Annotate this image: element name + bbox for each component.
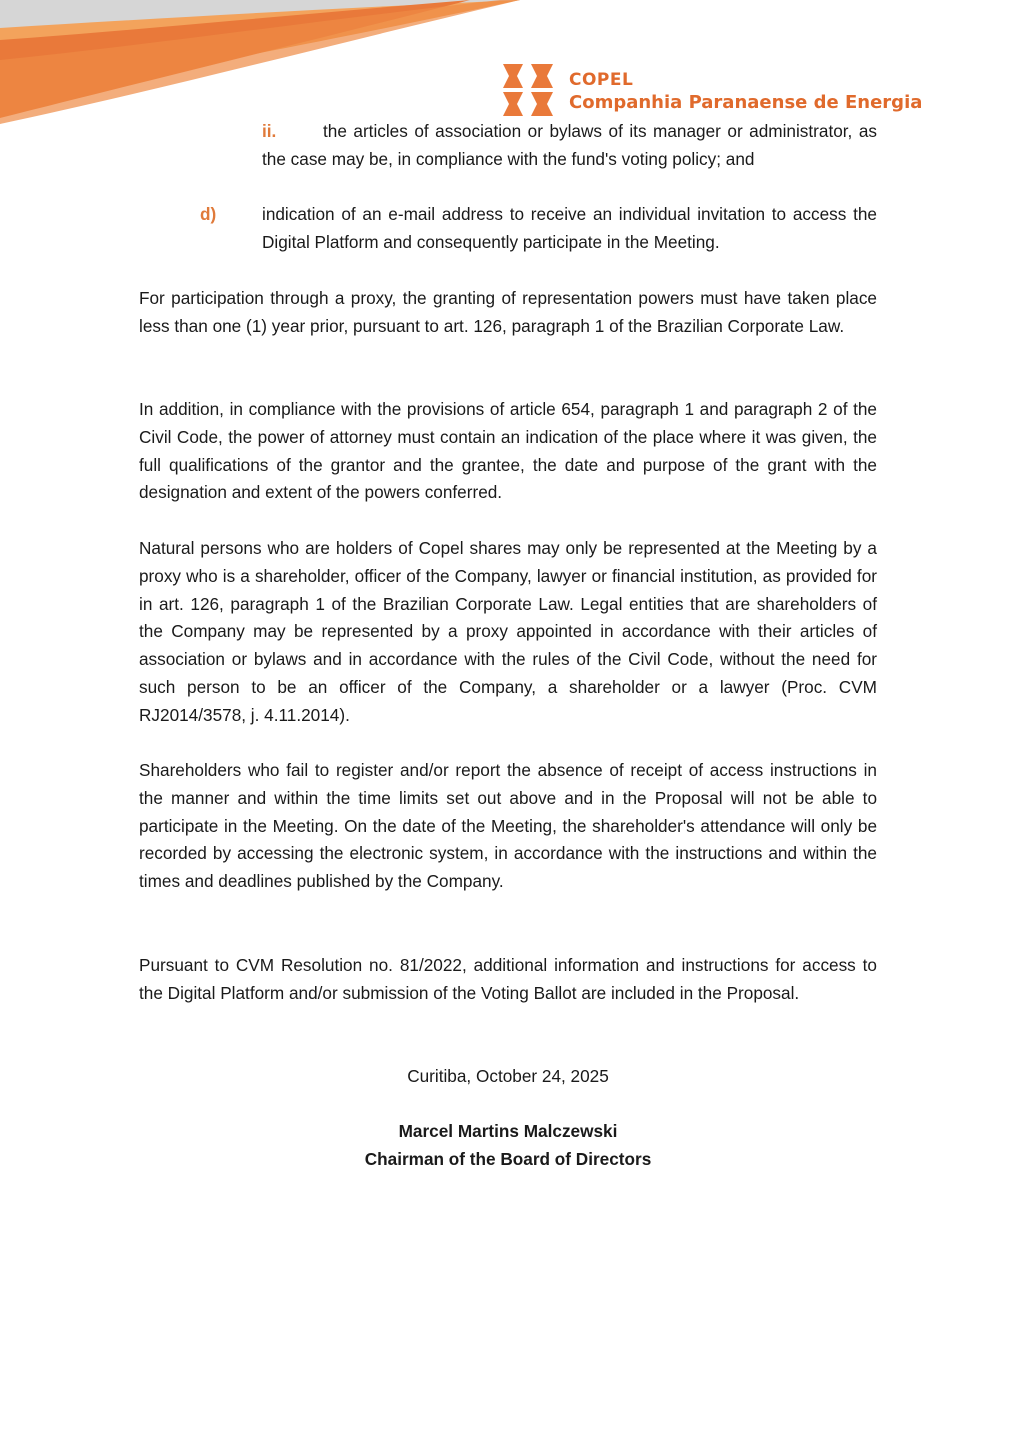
signatory-title: Chairman of the Board of Directors (364, 1149, 652, 1169)
paragraph-fail-register: Shareholders who fail to register and/or report the absence of receipt of access instructions in the manner and within the time limits set out above and in the Proposal will not be able to participate in the Meeting. On the date of the Meeting, the shareholder's attendance will only be recorded by accessing the electronic system, in accordance with the instructions and within the times and deadlines published by the Company. (139, 760, 877, 892)
logo-fullname: Companhia Paranaense de Energia (569, 92, 923, 113)
copel-logo (497, 62, 927, 120)
copel-logo-mark-icon (499, 62, 557, 118)
list-marker-d: d) (200, 204, 217, 224)
paragraph-civil-code: In addition, in compliance with the provisions of article 654, paragraph 1 and paragraph 2 of the Civil Code, the power of attorney must contain an indication of the place where it was given, the full qualifications of the grantor and the grantee, the date and purpose of the grant with the designation and extent of the powers conferred. (139, 399, 877, 503)
signatory-name: Marcel Martins Malczewski (398, 1121, 618, 1141)
paragraph-cvm-resolution: Pursuant to CVM Resolution no. 81/2022, additional information and instructions for access to the Digital Platform and/or submission of the Voting Ballot are included in the Proposal. (139, 955, 877, 1003)
list-item-ii-text: the articles of association or bylaws of its manager or administrator, as the case may be, in compliance with the fund's voting policy; and (262, 121, 877, 169)
paragraph-proxy-time: For participation through a proxy, the granting of representation powers must have taken place less than one (1) year prior, pursuant to art. 126, paragraph 1 of the Brazilian Corporate Law. (139, 288, 877, 336)
list-marker-ii: ii. (262, 121, 277, 141)
place-date: Curitiba, October 24, 2025 (407, 1066, 609, 1086)
logo-company: COPEL (569, 70, 634, 90)
paragraph-natural-persons: Natural persons who are holders of Copel shares may only be represented at the Meeting by a proxy who is a shareholder, officer of the Company, lawyer or financial institution, as provided for in art. 126, paragraph 1 of the Brazilian Corporate Law. Legal entities that are shareholders of the Company may be represented by a proxy appointed in accordance with their articles of association or bylaws and in accordance with the rules of the Civil Code, without the need for such person to be an officer of the Company, a shareholder or a lawyer (Proc. CVM RJ2014/3578, j. 4.11.2014). (139, 538, 877, 725)
list-item-d-text: indication of an e-mail address to receive an individual invitation to access the Digital Platform and consequently participate in the Meeting. (262, 204, 877, 252)
